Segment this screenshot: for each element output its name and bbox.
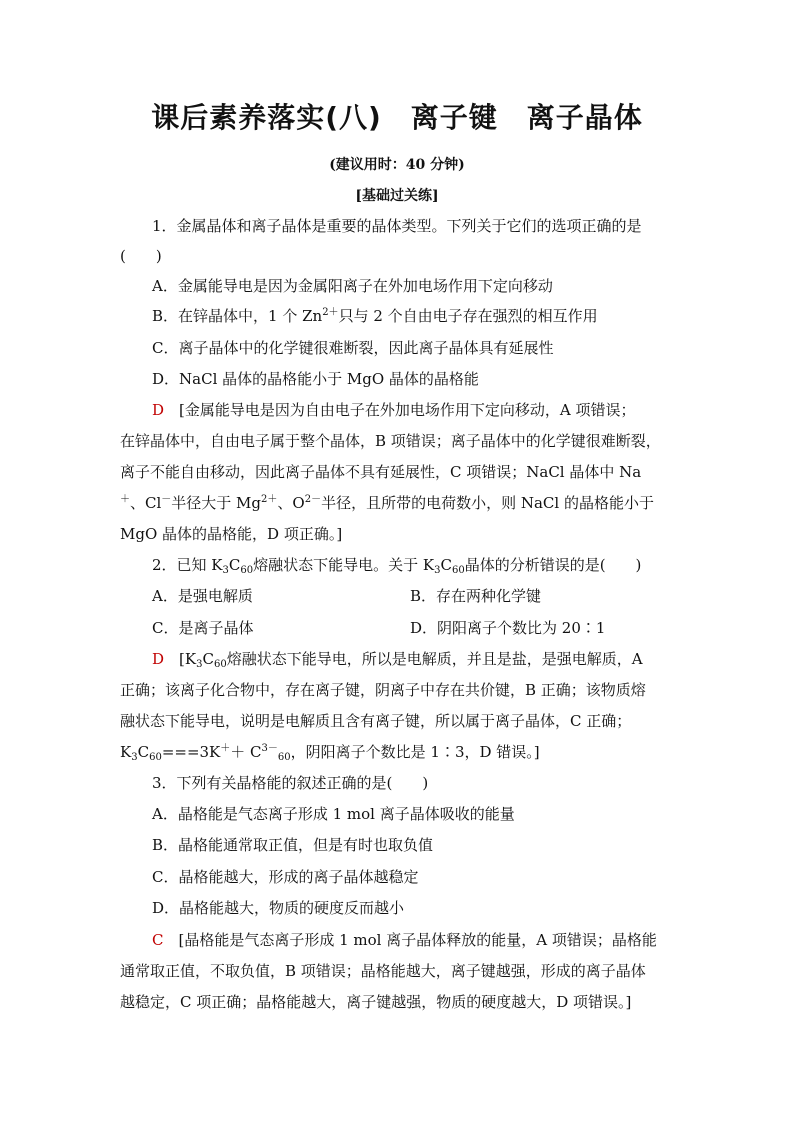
zn-charge: 2＋ [322,307,339,318]
k-charge: ＋ [220,743,231,754]
q2-exp-c: C [202,650,214,668]
page-title: 课后素养落实(八) 离子键 离子晶体 [151,101,643,134]
q1-option-d: D．NaCl 晶体的晶格能小于 MgO 晶体的晶格能 [152,370,479,388]
q2-option-d: D．阴阳离子个数比为 20∶1 [410,619,606,637]
q2-exp-sub3: 3 [196,659,203,670]
q2-sub60: 60 [240,565,254,576]
q1-explanation-1 [152,400,676,420]
q2-stem-a: 2．已知 K [152,556,223,574]
q2-exp4-b: ===3K [161,743,221,761]
q1-explanation-4 [120,493,676,513]
q2-exp4-c: C [137,743,150,761]
q3-explanation-2: 通常取正值，不取负值，B 项错误；晶格能越大，离子键越强，形成的离子晶体 [120,962,646,980]
q2-exp4-k: K [120,743,132,761]
q2-stem [152,555,676,575]
q2-exp4-c2: ＋ C [230,743,262,761]
q1-exp4-a: 、Cl [130,494,162,512]
q1-stem: 1．金属晶体和离子晶体是重要的晶体类型。下列关于它们的选项正确的是 [152,217,642,235]
q1-exp4-b: 半径大于 Mg [171,494,262,512]
q3-answer: C [152,931,164,949]
q2-c2: C [440,556,452,574]
q2-explanation-1 [152,649,676,669]
q2-exp1-b: 熔融状态下能导电，所以是电解质，并且是盐，是强电解质，A [226,650,643,668]
q3-option-c: C．晶格能越大，形成的离子晶体越稳定 [152,868,419,886]
q2-exp-sub60: 60 [213,659,227,670]
q2-explanation-2: 正确；该离子化合物中，存在离子键，阴离子中存在共价键，B 正确；该物质熔 [120,681,646,699]
q1-exp1: [金属能导电是因为自由电子在外加电场作用下定向移动，A 项错误； [179,401,636,419]
q1-option-b [152,306,676,326]
mg-charge: 2＋ [261,494,278,505]
q3-explanation-1 [152,930,676,950]
q2-option-c: C．是离子晶体 [152,619,254,637]
q2-exp4-sub3: 3 [131,752,138,763]
q3-stem: 3．下列有关晶格能的叙述正确的是( ) [152,774,429,792]
q1-option-a: A．金属能导电是因为金属阳离子在外加电场作用下定向移动 [152,277,553,295]
suggested-time: (建议用时：40 分钟) [329,157,465,173]
q3-exp1: [晶格能是气态离子形成 1 mol 离子晶体释放的能量，A 项错误；晶格能 [178,931,657,949]
q1-option-c: C．离子晶体中的化学键很难断裂，因此离子晶体具有延展性 [152,339,554,357]
q1-paren: ( ) [120,247,162,265]
q1-explanation-5: MgO 晶体的晶格能，D 项正确。] [120,525,343,543]
na-charge: ＋ [120,494,130,505]
q2-sub3: 3 [222,565,229,576]
q2-sub60b: 60 [451,565,465,576]
q2-exp4-sub60: 60 [149,752,162,763]
q2-stem-b: 熔融状态下能导电。关于 K [253,556,435,574]
q2-answer: D [152,650,165,668]
q3-option-d: D．晶格能越大，物质的硬度反而越小 [152,899,405,917]
q1-exp4-c: 、O [277,494,305,512]
q3-option-a: A．晶格能是气态离子形成 1 mol 离子晶体吸收的能量 [152,805,515,823]
q2-option-b: B．存在两种化学键 [410,587,542,605]
q1-exp4-d: 半径，且所带的电荷数小，则 NaCl 的晶格能小于 [321,494,654,512]
q1-answer: D [152,401,165,419]
q2-option-a: A．是强电解质 [152,587,253,605]
q2-exp1-a: [K [179,650,197,668]
q1-option-b-post: 只与 2 个自由电子存在强烈的相互作用 [338,307,598,325]
c60-sub: 60 [277,752,291,763]
q2-exp4-d: ，阴阳离子个数比是 1∶3，D 错误。] [290,743,540,761]
q1-explanation-2: 在锌晶体中，自由电子属于整个晶体，B 项错误；离子晶体中的化学键很难断裂， [120,432,661,450]
q2-explanation-3: 融状态下能导电，说明是电解质且含有离子键，所以属于离子晶体，C 正确； [120,712,632,730]
q2-explanation-4 [120,742,676,762]
q1-option-b-pre: B．在锌晶体中，1 个 Zn [152,307,323,325]
q1-explanation-3: 离子不能自由移动，因此离子晶体不具有延展性，C 项错误；NaCl 晶体中 Na [120,463,642,481]
c60-charge: 3－ [261,743,278,754]
section-heading: [基础过关练] [355,188,439,204]
cl-charge: － [161,494,172,505]
q3-explanation-3: 越稳定，C 项正确；晶格能越大，离子键越强，物质的硬度越大，D 项错误。] [120,993,632,1011]
o-charge: 2－ [304,494,322,505]
q3-option-b: B．晶格能通常取正值，但是有时也取负值 [152,836,434,854]
q2-stem-c: 晶体的分析错误的是( ) [464,556,642,574]
q2-c: C [228,556,241,574]
q2-sub3b: 3 [434,565,441,576]
